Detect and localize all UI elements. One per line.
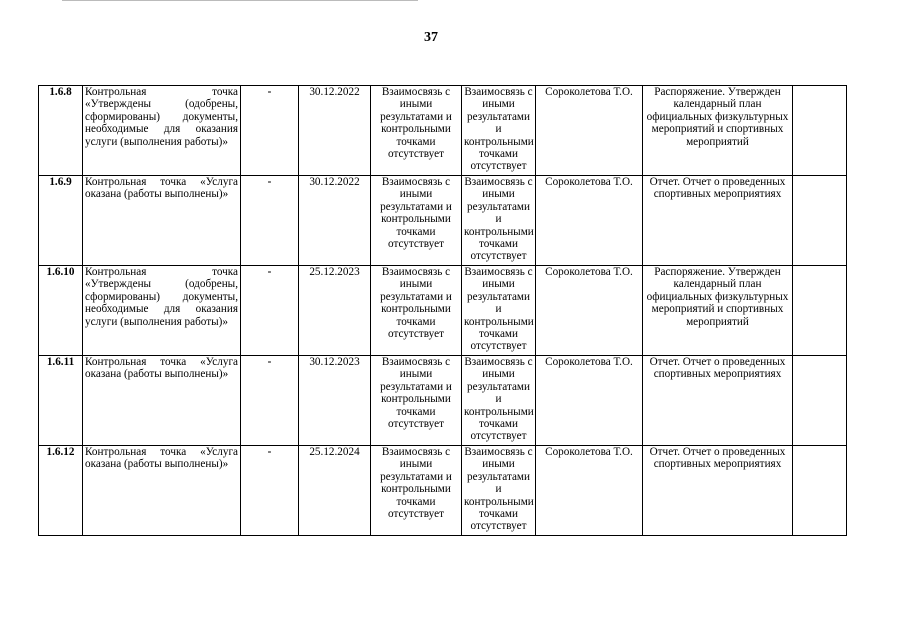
relation-results-2: Взаимосвязь с иными результатами и контрольными точками отсутствует <box>462 446 536 536</box>
relation-results-2: Взаимосвязь с иными результатами и контрольными точками отсутствует <box>462 266 536 356</box>
table-row <box>39 176 847 266</box>
row-number: 1.6.10 <box>39 266 83 356</box>
row-number: 1.6.11 <box>39 356 83 446</box>
empty-mark: - <box>241 356 299 446</box>
empty-cell <box>793 176 847 266</box>
empty-cell <box>793 356 847 446</box>
relation-results: Взаимосвязь с иными результатами и контрольными точками отсутствует <box>371 86 462 176</box>
document-type: Распоряжение. Утвержден календарный план официальных физкультурных мероприятий и спортивных мероприятий <box>643 86 793 176</box>
relation-results: Взаимосвязь с иными результатами и контрольными точками отсутствует <box>371 356 462 446</box>
table-row <box>39 446 847 536</box>
responsible-person: Сороколетова Т.О. <box>536 176 643 266</box>
row-number: 1.6.8 <box>39 86 83 176</box>
responsible-person: Сороколетова Т.О. <box>536 86 643 176</box>
relation-results-2: Взаимосвязь с иными результатами и контрольными точками отсутствует <box>462 86 536 176</box>
empty-mark: - <box>241 266 299 356</box>
page-number: 37 <box>424 30 438 45</box>
control-point-name: Контрольная точка «Услуга оказана (работы выполнены)» <box>83 356 241 446</box>
empty-mark: - <box>241 176 299 266</box>
empty-cell <box>793 86 847 176</box>
row-number: 1.6.12 <box>39 446 83 536</box>
due-date: 30.12.2022 <box>299 176 371 266</box>
empty-cell <box>793 446 847 536</box>
responsible-person: Сороколетова Т.О. <box>536 446 643 536</box>
relation-results-2: Взаимосвязь с иными результатами и контрольными точками отсутствует <box>462 356 536 446</box>
document-type: Распоряжение. Утвержден календарный план официальных физкультурных мероприятий и спортивных мероприятий <box>643 266 793 356</box>
empty-mark: - <box>241 446 299 536</box>
top-rule <box>62 0 418 1</box>
empty-mark: - <box>241 86 299 176</box>
document-type: Отчет. Отчет о проведенных спортивных мероприятиях <box>643 176 793 266</box>
control-point-name: Контрольная точка «Услуга оказана (работы выполнены)» <box>83 176 241 266</box>
responsible-person: Сороколетова Т.О. <box>536 356 643 446</box>
row-number: 1.6.9 <box>39 176 83 266</box>
empty-cell <box>793 266 847 356</box>
relation-results: Взаимосвязь с иными результатами и контрольными точками отсутствует <box>371 446 462 536</box>
control-point-name: Контрольная точка «Услуга оказана (работы выполнены)» <box>83 446 241 536</box>
document-type: Отчет. Отчет о проведенных спортивных мероприятиях <box>643 446 793 536</box>
table-row <box>39 86 847 176</box>
responsible-person: Сороколетова Т.О. <box>536 266 643 356</box>
document-type: Отчет. Отчет о проведенных спортивных мероприятиях <box>643 356 793 446</box>
control-point-name: Контрольная точка «Утверждены (одобрены, сформированы) документы, необходимые для оказания услуги (выполнения работы)» <box>83 266 241 356</box>
due-date: 25.12.2023 <box>299 266 371 356</box>
control-points-table <box>38 85 847 536</box>
relation-results: Взаимосвязь с иными результатами и контрольными точками отсутствует <box>371 176 462 266</box>
due-date: 25.12.2024 <box>299 446 371 536</box>
due-date: 30.12.2023 <box>299 356 371 446</box>
table-row <box>39 266 847 356</box>
table-row <box>39 356 847 446</box>
control-point-name: Контрольная точка «Утверждены (одобрены, сформированы) документы, необходимые для оказания услуги (выполнения работы)» <box>83 86 241 176</box>
relation-results: Взаимосвязь с иными результатами и контрольными точками отсутствует <box>371 266 462 356</box>
relation-results-2: Взаимосвязь с иными результатами и контрольными точками отсутствует <box>462 176 536 266</box>
due-date: 30.12.2022 <box>299 86 371 176</box>
